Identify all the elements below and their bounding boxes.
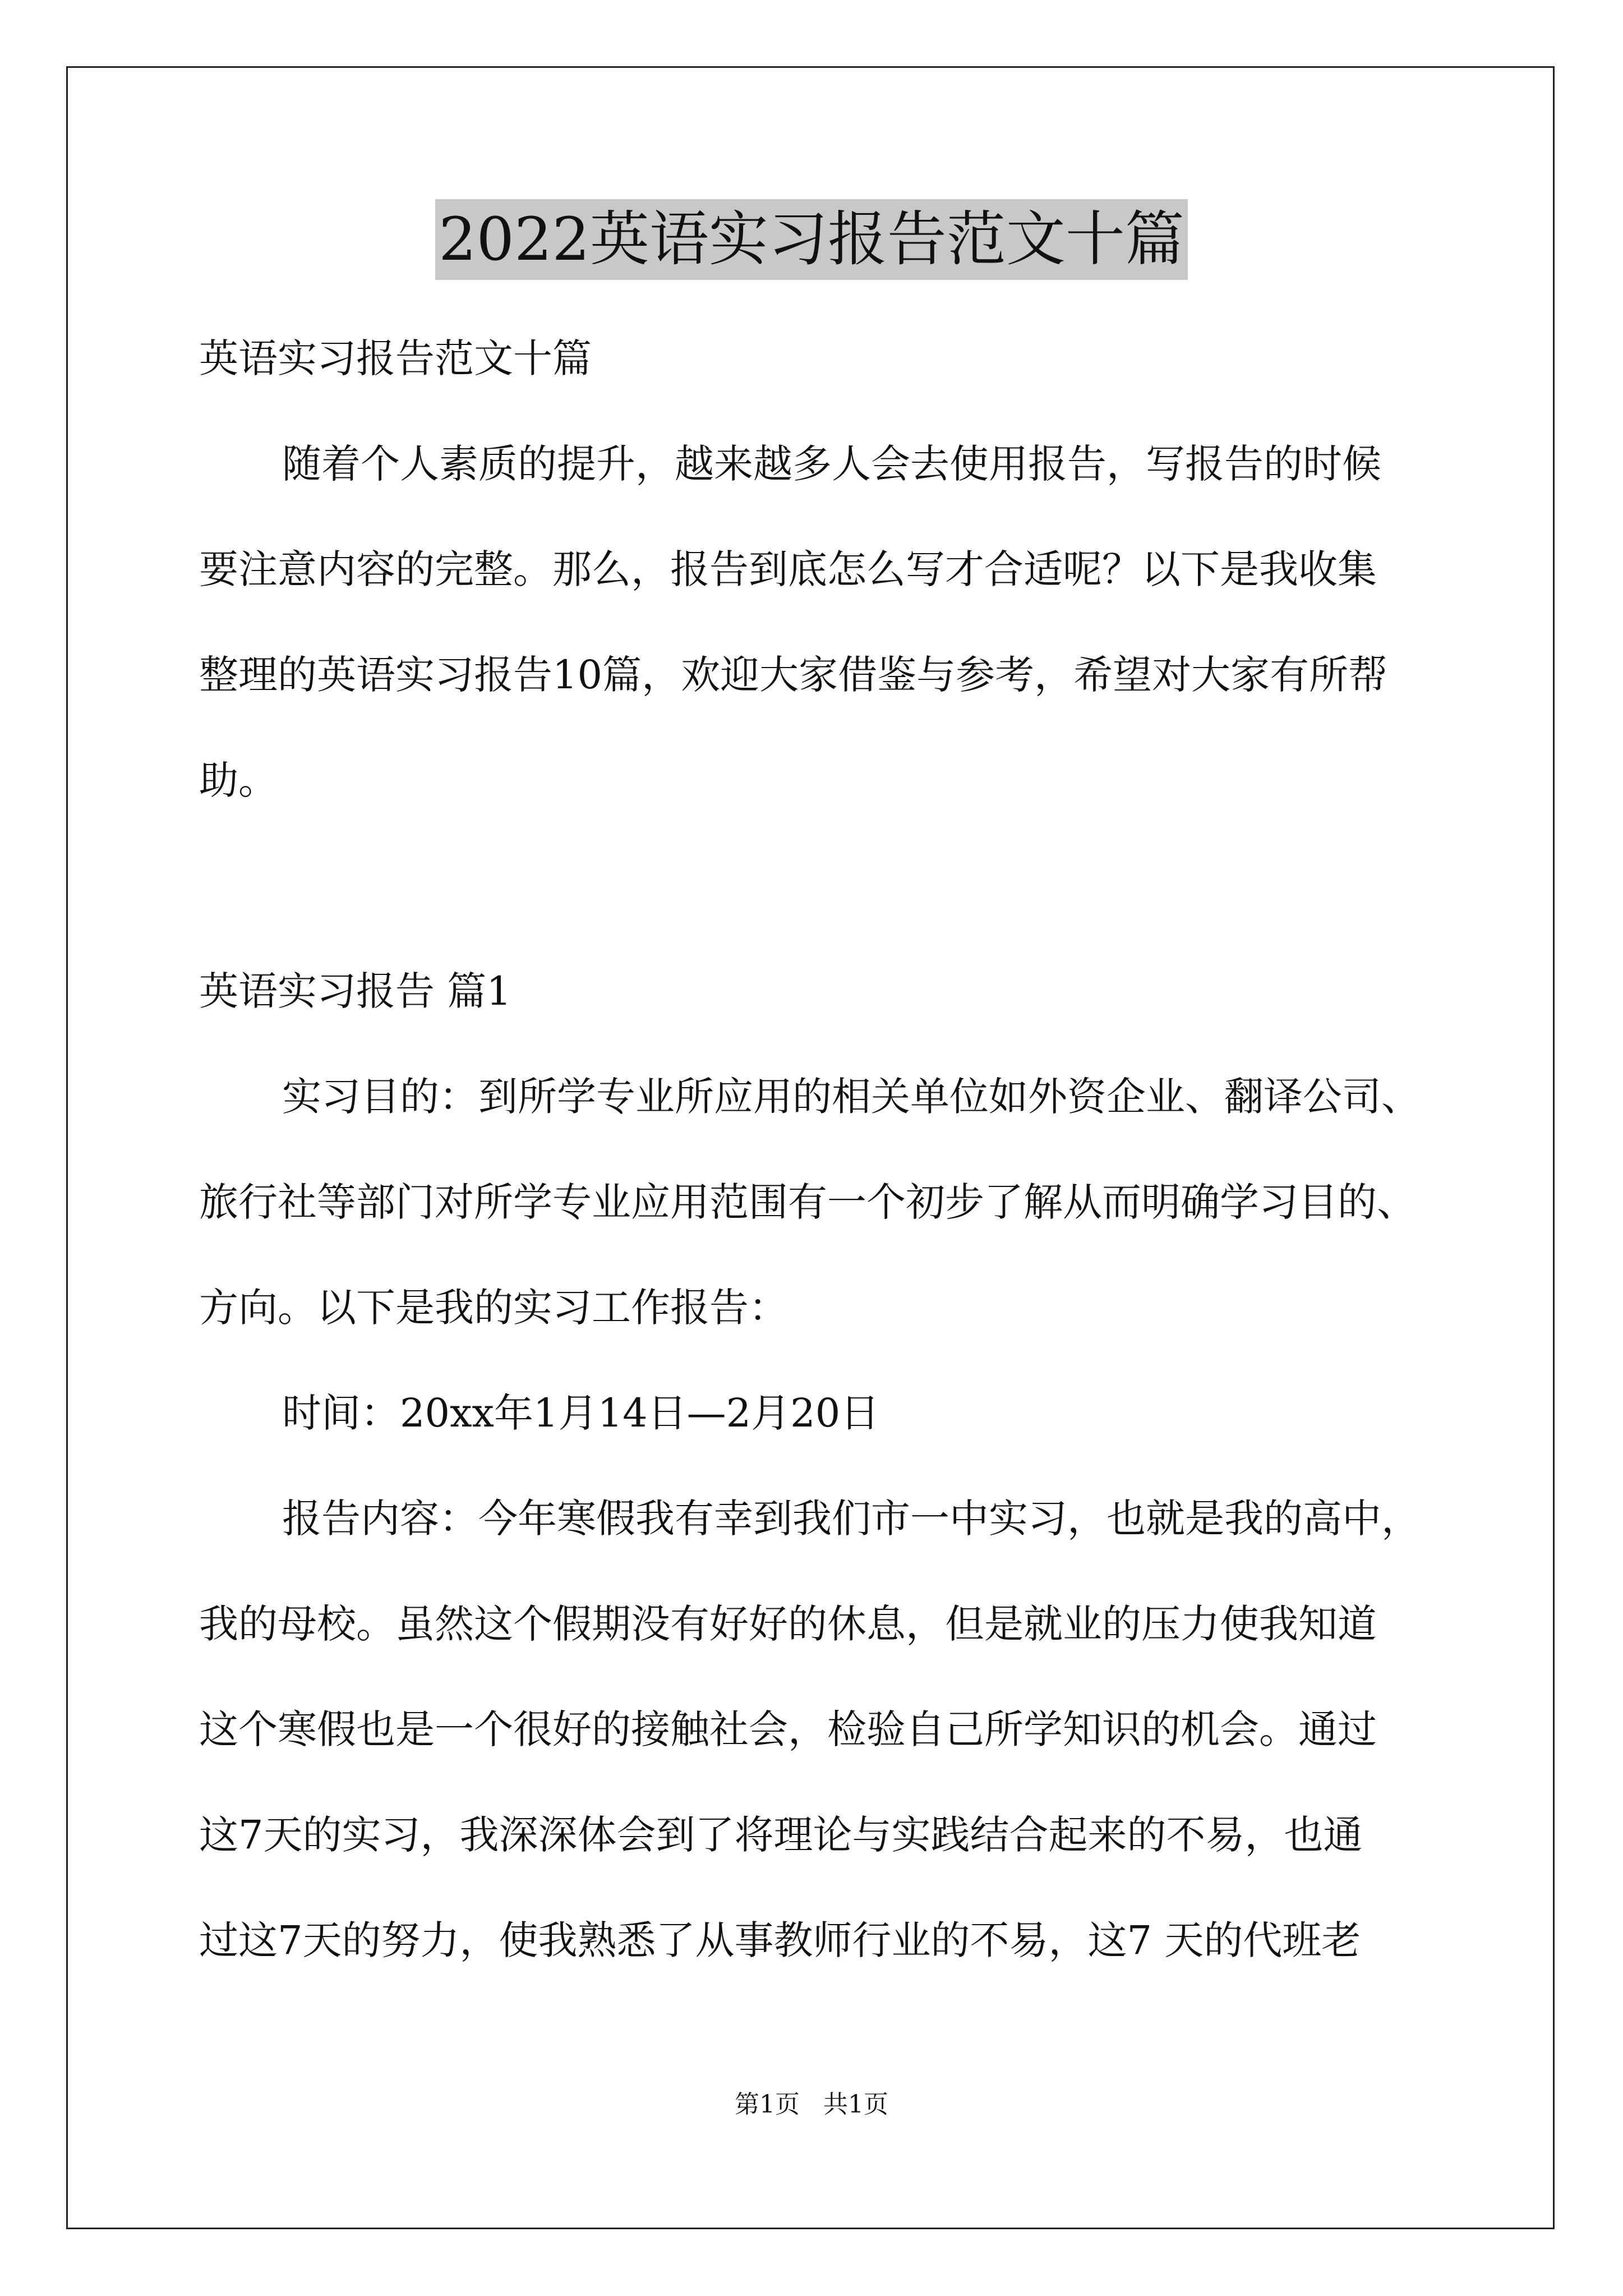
text-line: 英语实习报告范文十篇 (199, 335, 592, 381)
text-line: 报告内容：今年寒假我有幸到我们市一中实习，也就是我的高中， (282, 1496, 1421, 1542)
text-line: 这个寒假也是一个很好的接触社会，检验自己所学知识的机会。通过 (199, 1706, 1377, 1752)
text-line: 这7天的实习，我深深体会到了将理论与实践结合起来的不易，也通 (199, 1812, 1363, 1858)
text-line: 助。 (199, 757, 278, 803)
page-footer: 第1页 共1页 (735, 2090, 888, 2119)
text-line: 我的母校。虽然这个假期没有好好的休息，但是就业的压力使我知道 (199, 1601, 1377, 1647)
text-line: 整理的英语实习报告10篇，欢迎大家借鉴与参考，希望对大家有所帮 (199, 652, 1388, 698)
text-line: 过这7天的努力，使我熟悉了从事教师行业的不易，这7 天的代班老 (199, 1917, 1361, 1963)
text-line: 实习目的：到所学专业所应用的相关单位如外资企业、翻译公司、 (282, 1074, 1421, 1120)
paragraph-gap (199, 833, 1433, 938)
text-line: 要注意内容的完整。那么，报告到底怎么写才合适呢？以下是我收集 (199, 546, 1377, 592)
text-line: 随着个人素质的提升，越来越多人会去使用报告，写报告的时候 (282, 441, 1381, 487)
text-line: 时间：20xx年1月14日—2月20日 (282, 1390, 880, 1436)
document-body (199, 306, 1433, 1993)
title-container (0, 199, 1623, 280)
text-line: 旅行社等部门对所学专业应用范围有一个初步了解从而明确学习目的、 (199, 1179, 1416, 1225)
document-title: 2022英语实习报告范文十篇 (435, 199, 1188, 280)
text-line: 英语实习报告 篇1 (199, 968, 511, 1014)
text-line: 方向。以下是我的实习工作报告： (199, 1285, 788, 1331)
